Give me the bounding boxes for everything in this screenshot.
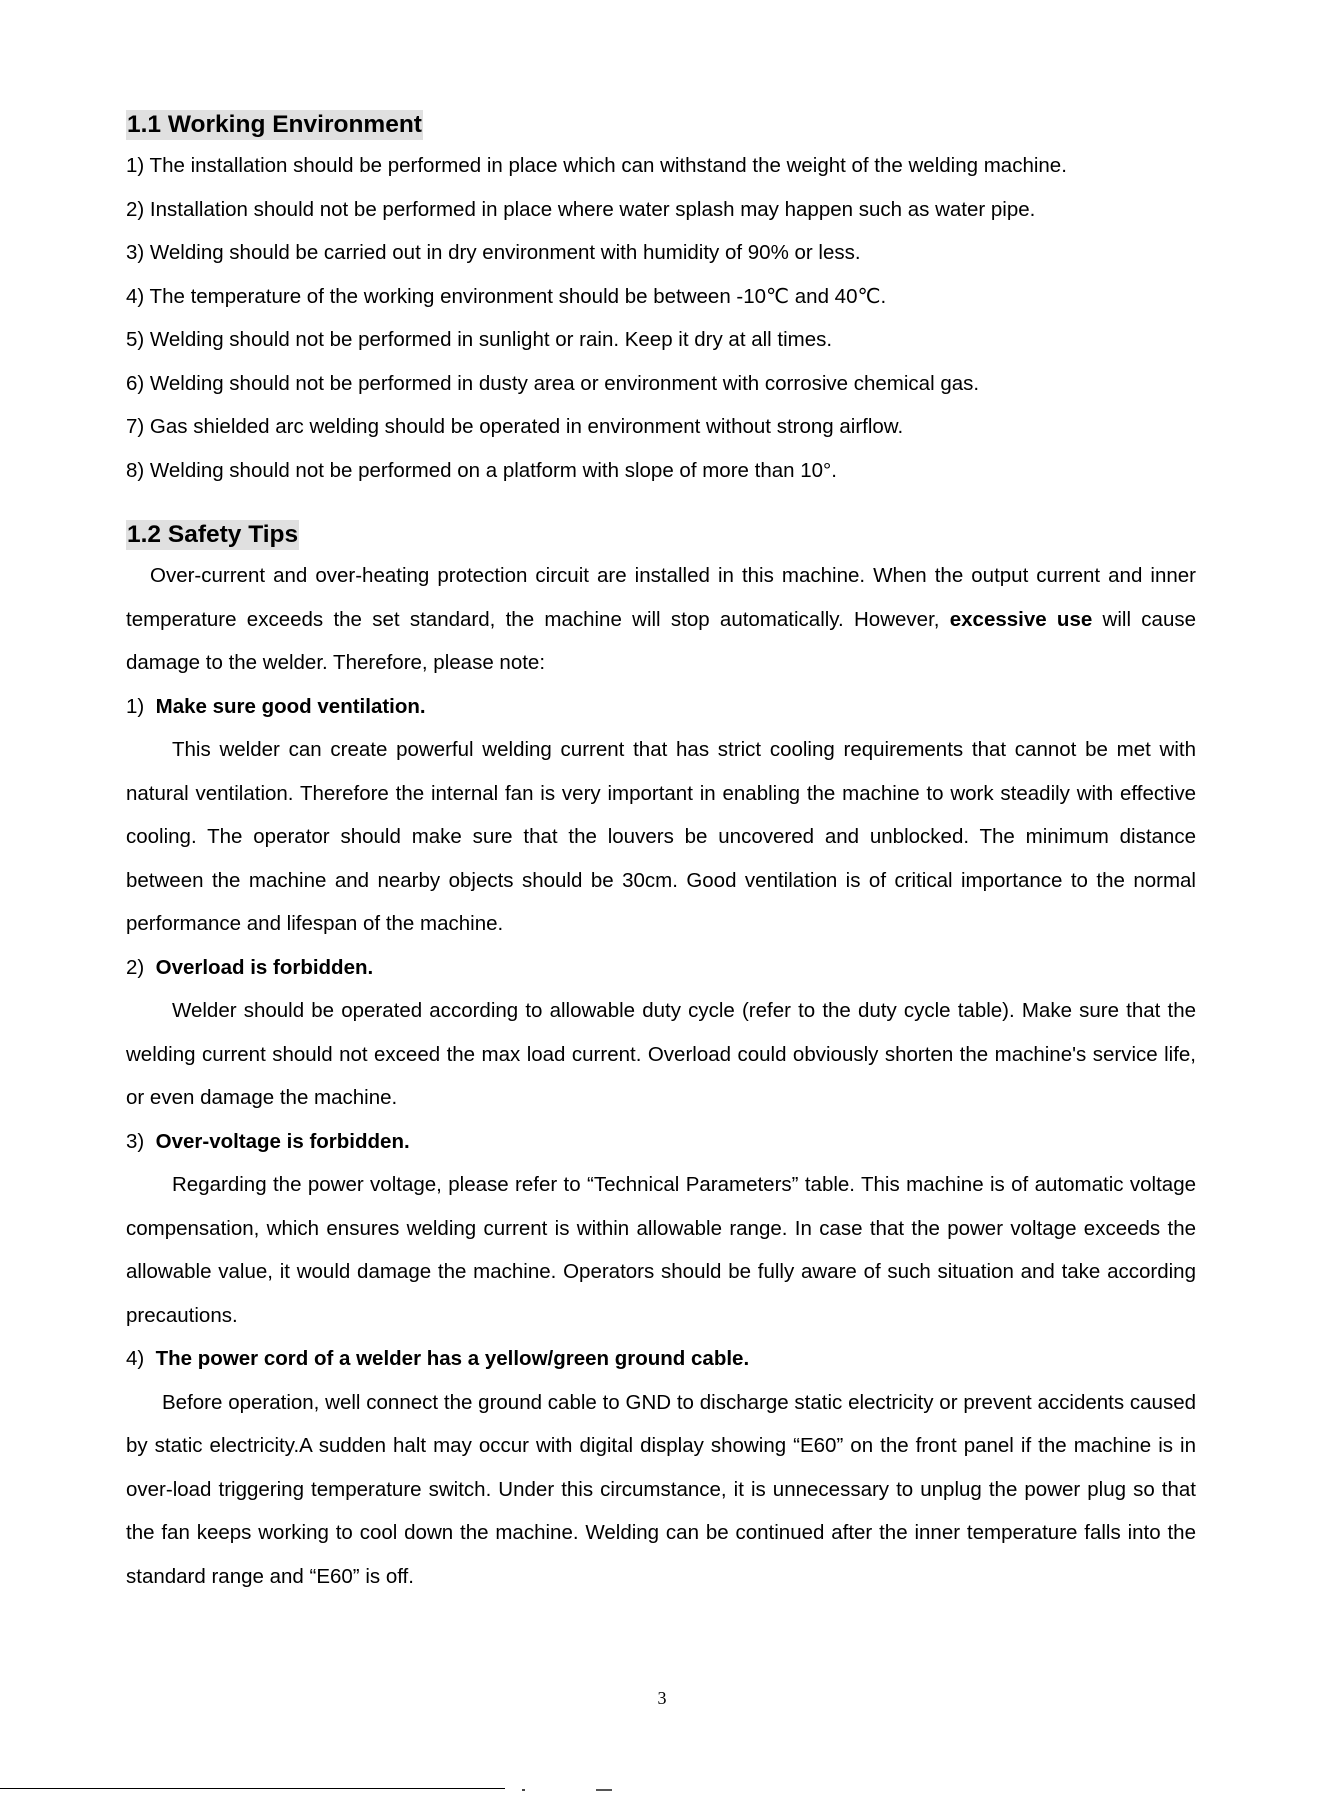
tip-heading-ground-cable — [126, 1337, 1196, 1381]
list-item: 1) The installation should be performed in place which can withstand the weight of the welding machine. — [126, 154, 1067, 177]
tip-title: Make sure good ventilation. — [155, 694, 426, 718]
tip-heading-ventilation — [126, 685, 1196, 729]
intro-text: Over-current and over-heating protection circuit are installed in this machine. When the output current and inner temperature exceeds the set standard, the machine will stop automatically. However, — [126, 564, 1196, 631]
tip-heading-over-voltage — [126, 1120, 1196, 1164]
list-item: 7) Gas shielded arc welding should be operated in environment without strong airflow. — [126, 415, 904, 438]
intro-text: will cause damage to the welder. Therefore, please note: — [126, 607, 1196, 674]
page-number: 3 — [657, 1688, 667, 1708]
document-page — [126, 110, 1196, 1598]
tip-body-overload: Welder should be operated according to allowable duty cycle (refer to the duty cycle table). Make sure that the welding current should not exceed the max load current. Overload could obviously shorten the machine's service life, or even damage the machine. — [126, 999, 1196, 1109]
section-heading-safety-tips: 1.2 Safety Tips — [127, 521, 299, 548]
intro-bold-text: excessive use — [949, 607, 1093, 631]
tip-body-ground-cable: Before operation, well connect the ground cable to GND to discharge static electricity or prevent accidents caused by static electricity.A sudden halt may occur with digital display showing “E60” on the front panel if the machine is in over-load triggering temperature switch. Under this circumstance, it is unnecessary to unplug the power plug so that the fan keeps working to cool down the machine. Welding can be continued after the inner temperature falls into the standard range and “E60” is off. — [126, 1390, 1196, 1588]
tip-title: The power cord of a welder has a yellow/green ground cable. — [155, 1347, 750, 1370]
tip-number: 2) — [126, 955, 145, 979]
tip-heading-overload — [126, 946, 1196, 990]
bottom-rule-divider — [0, 1788, 505, 1789]
list-item: 5) Welding should not be performed in sunlight or rain. Keep it dry at all times. — [126, 328, 833, 351]
tip-number: 1) — [126, 694, 145, 718]
section-heading-working-environment: 1.1 Working Environment — [127, 111, 422, 138]
tip-body-over-voltage: Regarding the power voltage, please refer to “Technical Parameters” table. This machine is of automatic voltage compensation, which ensures welding current is within allowable range. In case that the power voltage exceeds the allowable value, it would damage the machine. Operators should be fully aware of such situation and take according precautions. — [126, 1173, 1196, 1327]
tip-body-ventilation: This welder can create powerful welding current that has strict cooling requirements that cannot be met with natural ventilation. Therefore the internal fan is very important in enabling the machine to work steadily with effective cooling. The operator should make sure that the louvers be uncovered and unblocked. The minimum distance between the machine and nearby objects should be 30cm. Good ventilation is of critical importance to the normal performance and lifespan of the machine. — [126, 738, 1196, 935]
list-item: 2) Installation should not be performed in place where water splash may happen such as water pipe. — [126, 197, 1036, 221]
tip-title: Over-voltage is forbidden. — [155, 1129, 410, 1153]
tip-number: 4) — [126, 1347, 145, 1370]
list-item: 6) Welding should not be performed in dusty area or environment with corrosive chemical gas. — [126, 371, 980, 395]
list-item: 4) The temperature of the working environment should be between -10℃ and 40℃. — [126, 284, 887, 308]
tip-number: 3) — [126, 1129, 145, 1153]
tip-title: Overload is forbidden. — [155, 955, 374, 979]
scan-artifact-marks — [522, 1788, 632, 1792]
safety-intro-paragraph — [126, 554, 1196, 685]
list-item: 3) Welding should be carried out in dry environment with humidity of 90% or less. — [126, 241, 861, 264]
list-item: 8) Welding should not be performed on a platform with slope of more than 10°. — [126, 458, 837, 482]
